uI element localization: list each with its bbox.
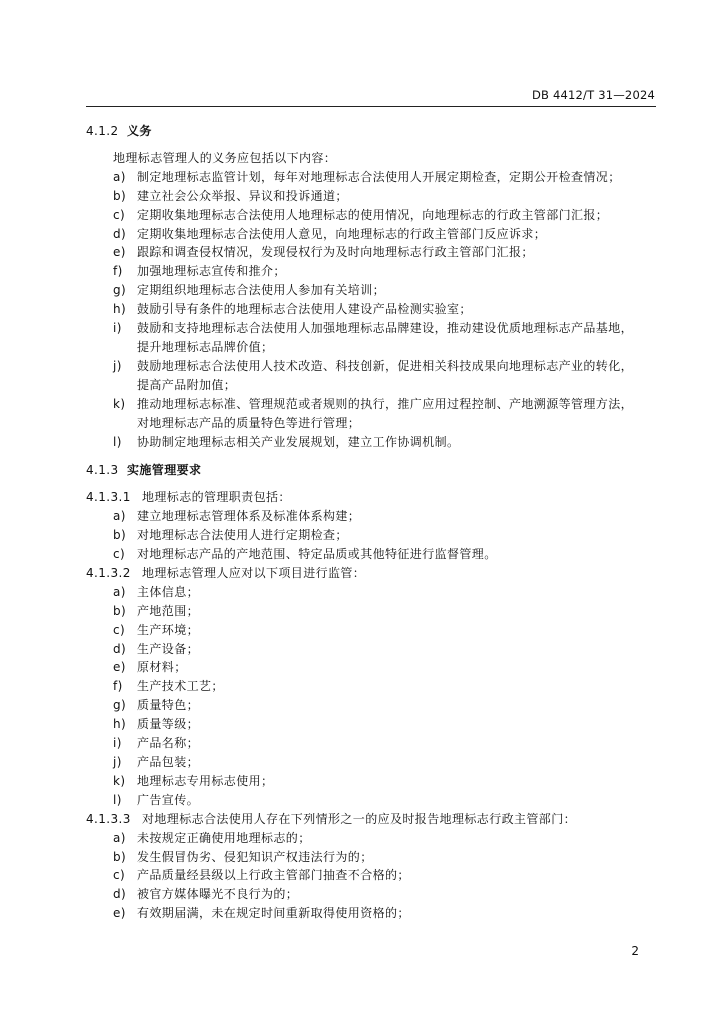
- list-item-text: 被官方媒体曝光不良行为的；: [137, 887, 299, 902]
- list-item-text: 质量特色；: [137, 698, 200, 713]
- list-item-label: d): [113, 641, 127, 656]
- list-item-text: 生产技术工艺；: [137, 679, 224, 694]
- list-item: [86, 677, 658, 696]
- clause-text: 地理标志的管理职责包括：: [142, 490, 291, 505]
- list-item-text: 鼓励引导有条件的地理标志合法使用人建设产品检测实验室；: [137, 302, 472, 317]
- list-item-label: a): [113, 830, 126, 845]
- list-item-label: b): [113, 188, 127, 203]
- list-item: [86, 640, 658, 659]
- list-item-label: e): [113, 245, 126, 260]
- list-item-label: i): [113, 736, 122, 751]
- list-item-label: a): [113, 169, 126, 184]
- list-item: [86, 225, 658, 244]
- list-item-text: 地理标志专用标志使用；: [137, 773, 274, 788]
- clause-4-1-3-3: [86, 810, 658, 829]
- list-item-label: g): [113, 283, 127, 298]
- list-item-label: c): [113, 547, 126, 562]
- list-item: [86, 904, 658, 923]
- list-item: [86, 187, 658, 206]
- list-item-label: d): [113, 226, 127, 241]
- list-item: [86, 281, 658, 300]
- document-body: [86, 120, 658, 923]
- list-item-text: 建立地理标志管理体系及标准体系构建；: [137, 509, 361, 524]
- list-item-text: 加强地理标志宣传和推介；: [137, 264, 286, 279]
- list-item: [86, 583, 658, 602]
- list-item: [86, 319, 658, 338]
- list-item-text: 鼓励地理标志合法使用人技术改造、科技创新，促进相关科技成果向地理标志产业的转化，: [137, 358, 634, 373]
- list-item-label: l): [113, 792, 122, 807]
- list-item-label: a): [113, 509, 126, 524]
- section-title: 实施管理要求: [127, 463, 202, 478]
- list-item: [86, 357, 658, 376]
- list-item-label: l): [113, 434, 122, 449]
- list-item-text: 产品质量经县级以上行政主管部门抽查不合格的；: [137, 868, 410, 883]
- list-item-label: b): [113, 528, 127, 543]
- list-item: [86, 621, 658, 640]
- list-item-label: a): [113, 584, 126, 599]
- clause-text: 地理标志管理人应对以下项目进行监管：: [142, 565, 366, 580]
- list-item: [86, 545, 658, 564]
- list-item: [86, 829, 658, 848]
- list-item: [86, 696, 658, 715]
- list-item-text: 产地范围；: [137, 603, 200, 618]
- list-item-label: c): [113, 622, 126, 637]
- list-item-label: c): [113, 207, 126, 222]
- section-heading-4-1-2: [86, 122, 658, 141]
- list-item: [86, 753, 658, 772]
- list-item-text: 制定地理标志监管计划，每年对地理标志合法使用人开展定期检查，定期公开检查情况；: [137, 169, 621, 184]
- list-item: [86, 168, 658, 187]
- list-item-label: j): [113, 755, 122, 769]
- list-item: [86, 395, 658, 414]
- list-item: [86, 206, 658, 225]
- list-item-label: g): [113, 698, 127, 713]
- clause-4-1-3-1: [86, 488, 658, 507]
- list-item: [86, 848, 658, 867]
- list-item: [86, 602, 658, 621]
- list-item: [86, 885, 658, 904]
- list-item-text: 协助制定地理标志相关产业发展规划，建立工作协调机制。: [137, 434, 460, 449]
- list-item-text: 生产环境；: [137, 622, 200, 637]
- list-item-text: 主体信息；: [137, 584, 200, 599]
- section-heading-4-1-3: [86, 461, 658, 480]
- list-item-label: k): [113, 396, 126, 411]
- list-item-label: h): [113, 717, 127, 732]
- list-item: [86, 507, 658, 526]
- list-item-text: 产品名称；: [137, 736, 200, 751]
- list-item-label: h): [113, 302, 127, 317]
- clause-number: 4.1.3.1: [86, 490, 131, 505]
- list-item: [86, 734, 658, 753]
- list-item-text: 发生假冒伪劣、侵犯知识产权违法行为的；: [137, 849, 373, 864]
- list-item-text: 跟踪和调查侵权情况，发现侵权行为及时向地理标志行政主管部门汇报；: [137, 245, 534, 260]
- list-item-label: j): [113, 358, 122, 373]
- list-item-text: 对地理标志产品的产地范围、特定品质或其他特征进行监督管理。: [137, 547, 497, 562]
- clause-text: 对地理标志合法使用人存在下列情形之一的应及时报告地理标志行政主管部门：: [142, 811, 577, 826]
- list-item-label: d): [113, 887, 127, 902]
- list-item: [86, 433, 658, 452]
- list-item-label: i): [113, 321, 122, 336]
- list-item-label: f): [113, 679, 123, 694]
- list-item-text: 建立社会公众举报、异议和投诉通道；: [137, 188, 348, 203]
- list-item-label: b): [113, 849, 127, 864]
- list-item: [86, 526, 658, 545]
- list-item: [86, 243, 658, 262]
- clause-number: 4.1.3.3: [86, 811, 131, 826]
- document-code: DB 4412/T 31—2024: [531, 88, 655, 102]
- section-number: 4.1.2: [86, 124, 119, 138]
- list-item-text: 有效期届满，未在规定时间重新取得使用资格的；: [137, 906, 410, 921]
- list-item: [86, 866, 658, 885]
- list-item-label: b): [113, 603, 127, 618]
- list-item-continuation: 提高产品附加值；: [137, 377, 237, 392]
- list-item-text: 对地理标志合法使用人进行定期检查；: [137, 528, 348, 543]
- list-item: [86, 262, 658, 281]
- page-number: 2: [631, 944, 639, 958]
- list-item-label: k): [113, 773, 126, 788]
- list-item-label: e): [113, 906, 126, 921]
- list-item-text: 定期收集地理标志合法使用人地理标志的使用情况，向地理标志的行政主管部门汇报；: [137, 207, 609, 222]
- clause-number: 4.1.3.2: [86, 565, 131, 580]
- list-item-text: 产品包装；: [137, 755, 200, 769]
- list-item-text: 原材料；: [137, 660, 187, 675]
- list-item-text: 定期收集地理标志合法使用人意见，向地理标志的行政主管部门反应诉求；: [137, 226, 547, 241]
- section-intro: 地理标志管理人的义务应包括以下内容：: [113, 150, 337, 165]
- list-item-text: 未按规定正确使用地理标志的；: [137, 830, 311, 845]
- list-item-text: 质量等级；: [137, 717, 200, 732]
- list-item: [86, 715, 658, 734]
- section-number: 4.1.3: [86, 463, 119, 478]
- list-item-label: c): [113, 868, 126, 883]
- list-item-label: e): [113, 660, 126, 675]
- list-item-continuation: 对地理标志产品的质量特色等进行管理；: [137, 415, 361, 430]
- list-item: [86, 772, 658, 791]
- header-rule: [86, 106, 656, 107]
- list-item: [86, 658, 658, 677]
- section-title: 义务: [127, 124, 152, 138]
- list-item-continuation: 提升地理标志品牌价值；: [137, 339, 274, 354]
- clause-4-1-3-2: [86, 564, 658, 583]
- list-item-text: 定期组织地理标志合法使用人参加有关培训；: [137, 283, 386, 298]
- list-item-text: 生产设备；: [137, 641, 200, 656]
- list-item-text: 鼓励和支持地理标志合法使用人加强地理标志品牌建设，推动建设优质地理标志产品基地，: [137, 321, 634, 336]
- list-item: [86, 791, 658, 810]
- list-item-text: 推动地理标志标准、管理规范或者规则的执行，推广应用过程控制、产地溯源等管理方法，: [137, 396, 634, 411]
- list-item: [86, 300, 658, 319]
- list-item-text: 广告宣传。: [137, 792, 200, 807]
- list-item-label: f): [113, 264, 123, 279]
